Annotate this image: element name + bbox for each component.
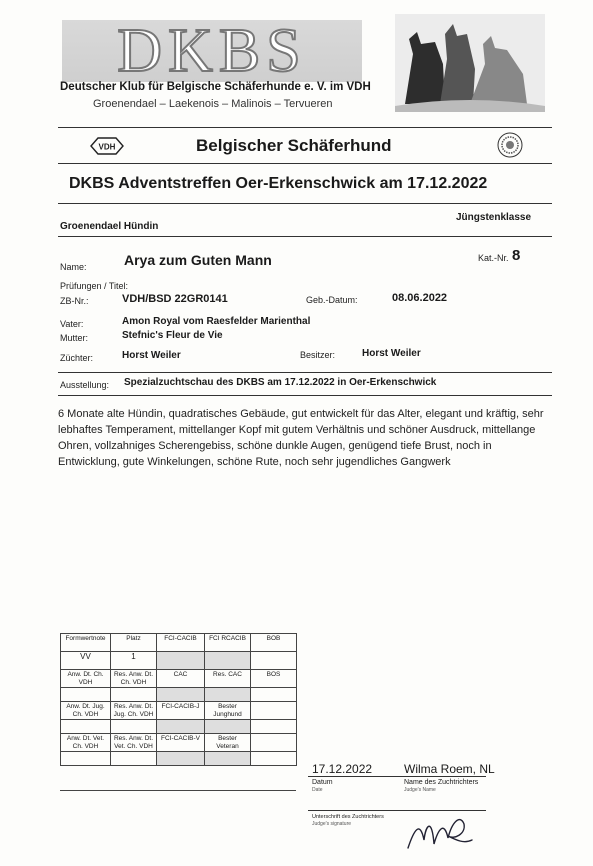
cell — [111, 752, 157, 766]
breed-title: Belgischer Schäferhund — [196, 136, 392, 155]
cell: Res. Anw. Dt. Ch. VDH — [111, 670, 157, 688]
cell — [251, 752, 297, 766]
sire-name: Amon Royal vom Raesfelder Marienthal — [122, 316, 311, 327]
dog-name: Arya zum Guten Mann — [124, 252, 272, 268]
cell — [251, 720, 297, 734]
cell: Anw. Dt. Jug. Ch. VDH — [61, 702, 111, 720]
cell — [157, 688, 205, 702]
sign-date: 17.12.2022 — [312, 762, 373, 776]
class-name: Jüngstenklasse — [456, 212, 532, 223]
show-name: Spezialzuchtschau des DKBS am 17.12.2022 in Oer-Erkenschwick — [124, 377, 437, 388]
class-rule — [58, 236, 552, 237]
dam-label: Mutter: — [60, 333, 89, 343]
cell — [61, 720, 111, 734]
cell — [157, 652, 205, 670]
variety-sex: Groenendael Hündin — [60, 221, 159, 232]
cell: Platz — [111, 634, 157, 652]
cell: Res. Anw. Dt. Vet. Ch. VDH — [111, 734, 157, 752]
cell: Anw. Dt. Vet. Ch. VDH — [61, 734, 111, 752]
judge-name: Wilma Roem, NL — [404, 762, 495, 776]
fci-seal-icon — [497, 132, 523, 158]
date-label: Datum — [312, 779, 333, 786]
tests-label: Prüfungen / Titel: — [60, 281, 129, 291]
cell: BOB — [251, 634, 297, 652]
breeder-name: Horst Weiler — [122, 350, 181, 361]
cell — [251, 702, 297, 720]
owner-label: Besitzer: — [300, 350, 336, 360]
kat-number: 8 — [512, 247, 521, 264]
cell — [251, 688, 297, 702]
cell: FCI-CACIB-J — [157, 702, 205, 720]
dogs-illustration — [395, 14, 545, 112]
breeder-label: Züchter: — [60, 353, 94, 363]
cell — [205, 652, 251, 670]
judge-label: Name des Zuchtrichters — [404, 779, 479, 786]
date-label-en: Date — [312, 787, 323, 793]
cell: Anw. Dt. Ch. VDH — [61, 670, 111, 688]
cell — [111, 688, 157, 702]
judging-table — [60, 633, 297, 766]
cell — [205, 720, 251, 734]
show-top-rule — [58, 372, 552, 373]
cell — [205, 688, 251, 702]
cell: Bester Junghund — [205, 702, 251, 720]
cell: FCI-CACIB-V — [157, 734, 205, 752]
cell: FCI-CACIB — [157, 634, 205, 652]
cell — [61, 688, 111, 702]
dam-name: Stefnic's Fleur de Vie — [122, 330, 223, 341]
zb-label: ZB-Nr.: — [60, 296, 89, 306]
cell-grade: VV — [61, 652, 111, 670]
signature-label: Unterschrift des Zuchtrichters — [312, 814, 384, 820]
cell — [157, 752, 205, 766]
show-title: DKBS Adventstreffen Oer-Erkenschwick am 17.12.2022 — [69, 175, 488, 192]
judge-label-en: Judge's Name — [404, 787, 436, 793]
dkbs-logo: DKBS — [62, 20, 362, 82]
cell: Bester Veteran — [205, 734, 251, 752]
cell: CAC — [157, 670, 205, 688]
show-title-rule — [58, 203, 552, 204]
owner-name: Horst Weiler — [362, 348, 421, 359]
cell: Formwertnote — [61, 634, 111, 652]
signature-label-en: Judge's signature — [312, 821, 352, 827]
judge-signature — [404, 810, 476, 854]
vdh-badge — [90, 137, 124, 155]
cell: BOS — [251, 670, 297, 688]
critique-text: 6 Monate alte Hündin, quadratisches Gebäude, gut entwickelt für das Alter, elegant und kräftig, sehr lebhaftes Temperament, mittellanger Kopf mit gutem Verhältnis und schöner Ausdruck, mittellange Ohren, vollzahniges Scherengebiss, schöne dunkle Augen, genügend tiefe Brust, noch in Entwicklung, gute Winkelungen, schöne Rute, noch sehr jugendliches Gangwerk — [58, 408, 544, 468]
name-label: Name: — [60, 262, 87, 272]
club-name: Deutscher Klub für Belgische Schäferhunde e. V. im VDH — [60, 81, 371, 93]
cell — [111, 720, 157, 734]
table-bottom-rule — [60, 790, 296, 791]
kat-label: Kat.-Nr. — [478, 253, 509, 263]
svg-text:VDH: VDH — [98, 142, 116, 152]
cell: FCI RCACIB — [205, 634, 251, 652]
cell — [251, 734, 297, 752]
cell: Res. CAC — [205, 670, 251, 688]
cell — [157, 720, 205, 734]
title-rule — [58, 163, 552, 164]
cell — [61, 752, 111, 766]
cell-placing: 1 — [111, 652, 157, 670]
dob: 08.06.2022 — [392, 292, 448, 304]
show-bottom-rule — [58, 395, 552, 396]
date-line — [308, 776, 486, 777]
cell: Res. Anw. Dt. Jug. Ch. VDH — [111, 702, 157, 720]
cell — [251, 652, 297, 670]
breed-varieties: Groenendael – Laekenois – Malinois – Tervueren — [93, 98, 333, 110]
cell — [205, 752, 251, 766]
zb-number: VDH/BSD 22GR0141 — [122, 293, 228, 305]
show-label: Ausstellung: — [60, 380, 110, 390]
header-rule — [58, 127, 552, 128]
sire-label: Vater: — [60, 319, 84, 329]
dob-label: Geb.-Datum: — [306, 295, 358, 305]
